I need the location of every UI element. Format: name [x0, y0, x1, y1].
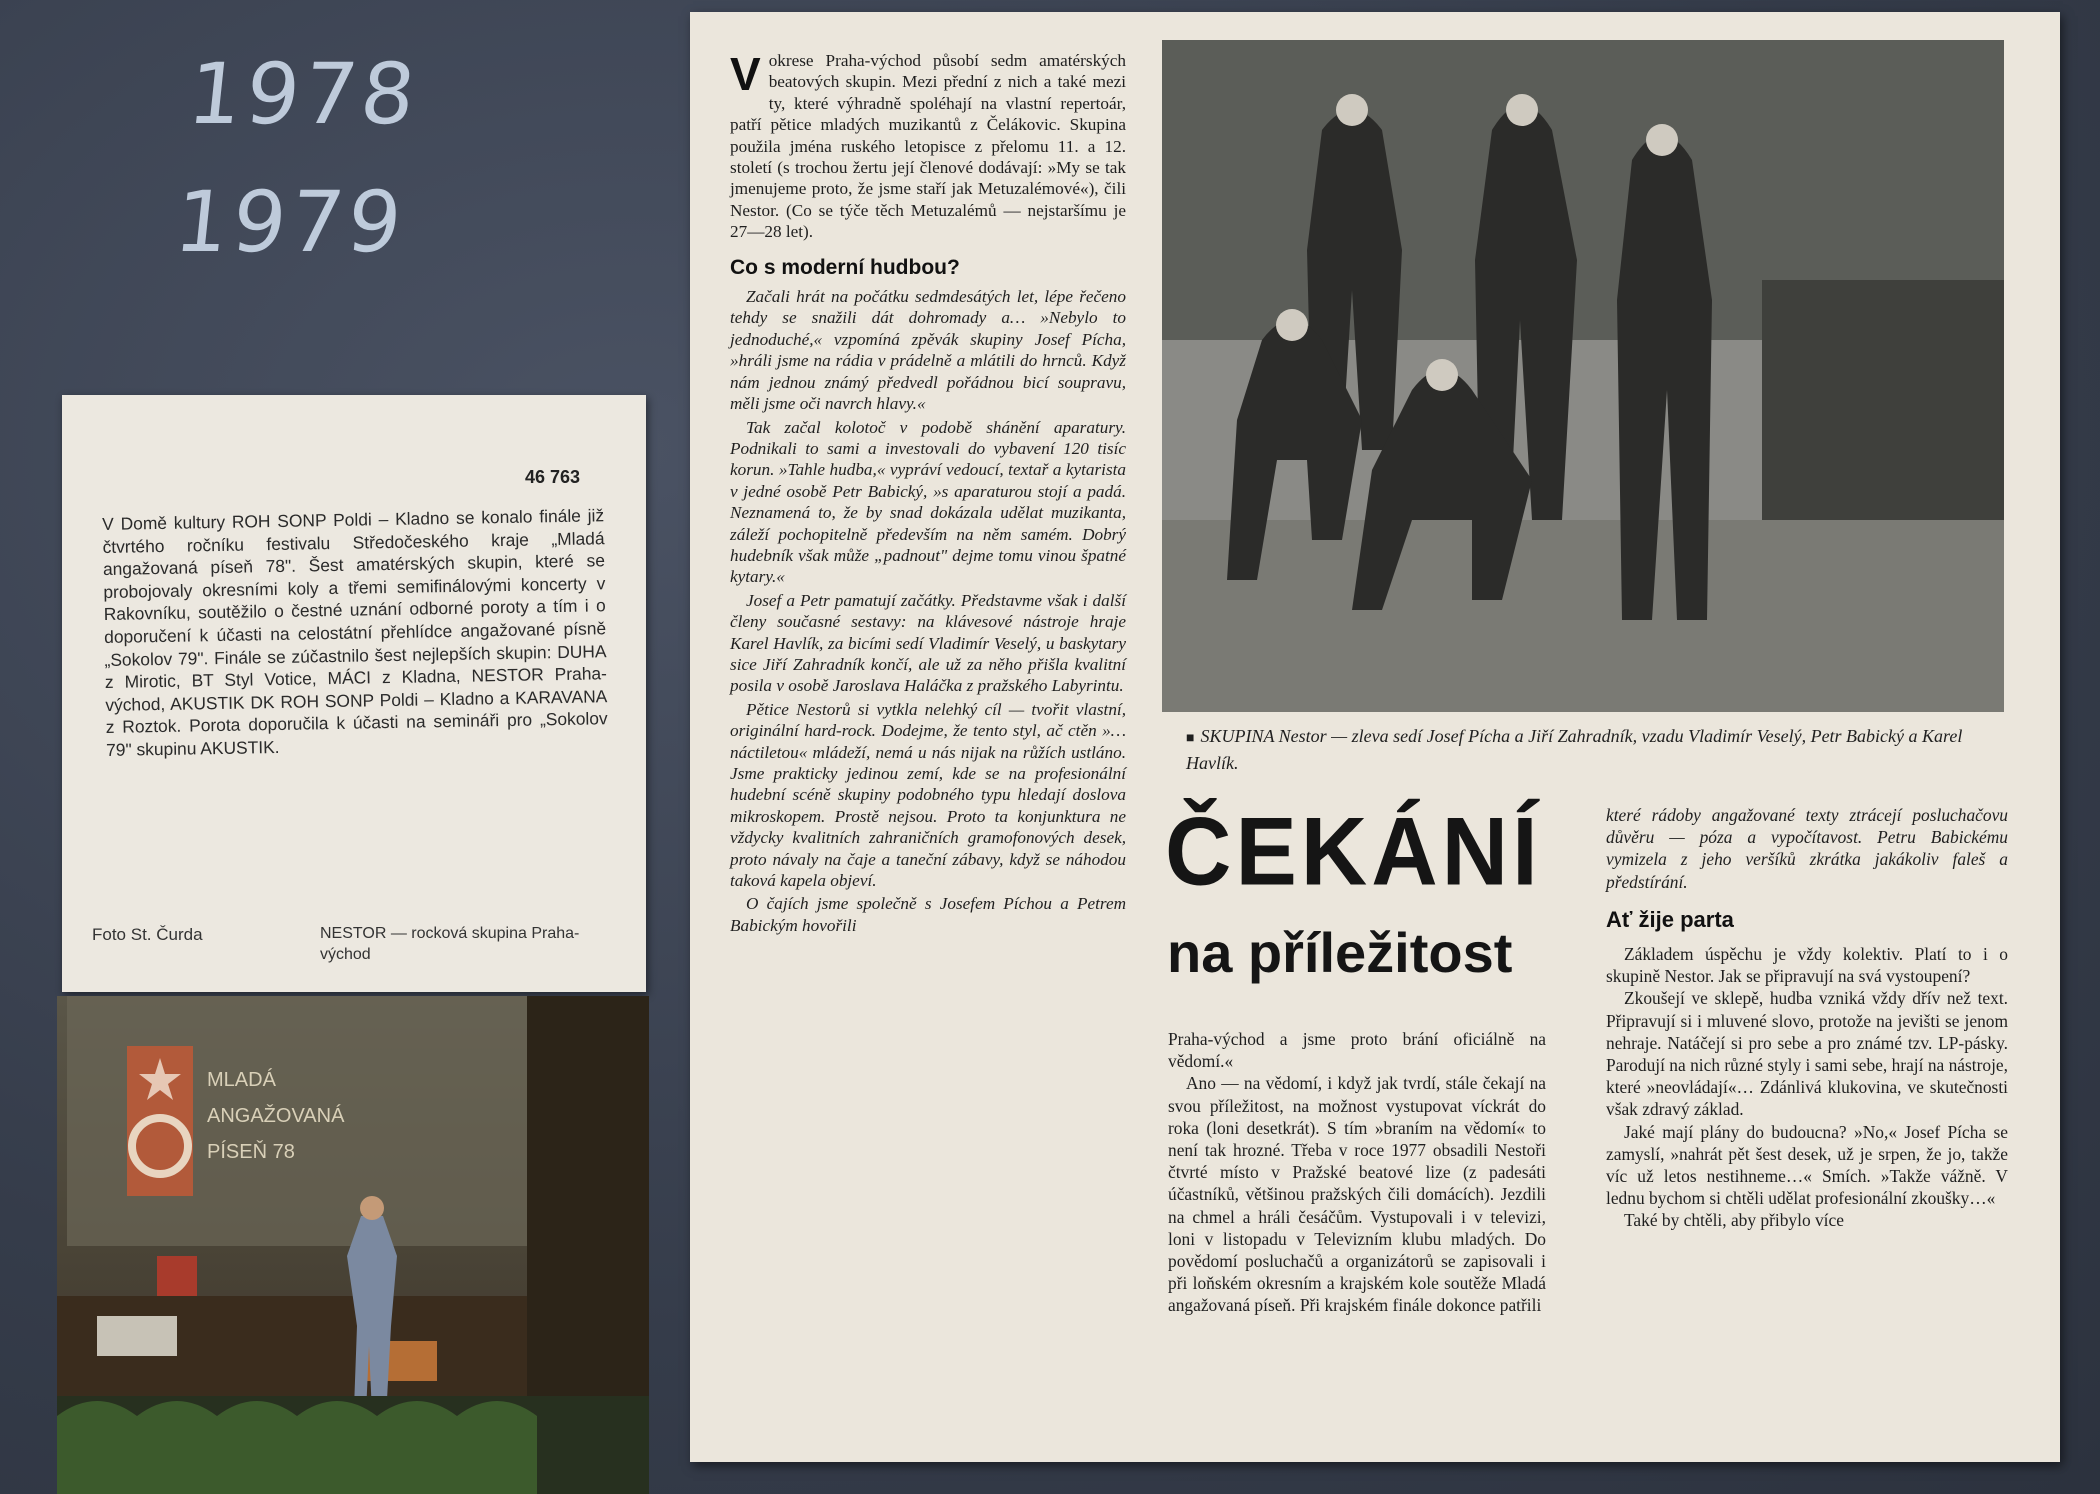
clipping-number: 46 763: [524, 467, 580, 487]
col1-paragraph: Tak začal kolotoč v podobě shánění aparatury. Podnikali to sami a investovali do vybavení 120 tisíc korun. »Tahle hudba,« vypráví vedoucí, textař a kytarista v jedné osobě Petr Babický, »s aparaturou stojí a padá. Neznamená to, že by snad dokázala udělat muzikanta, záleží pochopitelně především na něm samém. Dobrý hudebník však může „padnout" dejme tomu vinou špatné kytary.«: [730, 417, 1126, 587]
col3-paragraph: Zkoušejí ve sklepě, hudba vzniká vždy dřív než text. Připravují si i mluvené slovo, protože na jevišti se jenom nehraje. Natáčejí si pro sebe a pro známé tzv. LP-pásky. Parodují na nich různé styly i sami sebe, hrají na nástroje, které »neovládají«… Zdánlivá klukovina, ve skutečnosti však zdravý základ.: [1606, 988, 2008, 1120]
col3-paragraph: Jaké mají plány do budoucna? »No,« Josef Pícha se zamyslí, »nahrát pět šest desek, už je srpen, že jo, takže víc už letos nestihneme…« Smích. »Takže vážně. V lednu bychom si chtěli udělat profesionální zkoušky…«: [1606, 1121, 2008, 1209]
col1-paragraph: O čajích jsme společně s Josefem Píchou a Petrem Babickým hovořili: [730, 894, 1126, 935]
year-1979: 1979: [170, 173, 411, 271]
article-column-3: [1606, 804, 2008, 1232]
photo-credit: Foto St. Čurda: [92, 925, 203, 944]
article-clipping: [690, 12, 2060, 1462]
band-photo-illustration: [1162, 40, 2004, 712]
band-photo-caption-text: SKUPINA Nestor — zleva sedí Josef Pícha a Jiří Zahradník, vzadu Vladimír Veselý, Petr Babický a Karel Havlík.: [1186, 726, 1963, 773]
article-column-1: [730, 50, 1126, 938]
year-1978: 1978: [183, 45, 424, 143]
banner-line-1: MLADÁ: [207, 1069, 276, 1091]
concert-stage-photo: [57, 996, 649, 1494]
stage-photo-caption: NESTOR — rocková skupina Praha-východ: [320, 925, 580, 963]
article-column-2: [1168, 1028, 1546, 1317]
col1-paragraph: Josef a Petr pamatují začátky. Představme však i další členy současné sestavy: na klávesové nástroje hraje Karel Havlík, za bicími sedí Vladimír Veselý, u baskytary sice Jiří Zahradník končí, ale už za něho přišla kvalitní posila v osobě Jaroslava Haláčka z pražského Labyrintu.: [730, 590, 1126, 696]
handwritten-years: [169, 30, 426, 286]
band-photo: [1162, 40, 2004, 712]
col3-intro: které rádoby angažované texty ztrácejí posluchačovu důvěru — póza a vypočítavost. Petru Babickému vymizela z jeho veršíků zkrátka jakákoliv faleš a předstírání.: [1606, 805, 2008, 892]
banner-line-2: ANGAŽOVANÁ: [207, 1105, 345, 1127]
concert-stage-illustration: [57, 996, 649, 1494]
clipping-body: V Domě kultury ROH SONP Poldi – Kladno se konalo finále již čtvrtého ročníku festivalu Středočeského kraje „Mladá angažovaná píseň 78". Šest amatérských skupin, které se probojovaly okresními koly a třemi semifinálovými koncerty v Rakovníku, soutěžilo o čestné uznání odborné poroty a tím i o doporučení k účasti na celostátní přehlídce angažované písně „Sokolov 79". Finále se zúčastnilo šest nejlepších skupin: DUHA z Mirotic, BT Styl Votice, MÁCI z Kladna, NESTOR Praha-východ, AKUSTIK DK ROH SONP Poldi – Kladno a KARAVANA z Roztok. Porota doporučila k účasti na semináři pro „Sokolov 79" skupinu AKUSTIK.: [102, 505, 608, 760]
banner-line-3: PÍSEŇ 78: [207, 1141, 295, 1163]
subheading-modern-music: Co s moderní hudbou?: [730, 255, 960, 279]
col3-paragraph: Základem úspěchu je vždy kolektiv. Platí to i o skupině Nestor. Jak se připravují na svá vystoupení?: [1606, 944, 2008, 987]
drop-cap: V: [730, 48, 761, 100]
article-intro: okrese Praha-východ působí sedm amatérských beatových skupin. Mezi přední z nich a také mezi ty, které výhradně spoléhají na vlastní repertoár, patří pětice mladých muzikantů z Čelákovic. Skupina použila jména ruského letopisce z přelomu 11. a 12. století (s trochou žertu její členové dodávají: »My se tak jmenujeme proto, že jsme staří jak Metuzalémové«), čili Nestor. (Co se týče těch Metuzalémů — nejstaršímu je 27—28 let).: [730, 51, 1126, 242]
col1-paragraph: Pětice Nestorů si vytkla nelehký cíl — tvořit vlastní, originální hard-rock. Dodejme, že tento styl, ač ctěn »…náctiletou« mládeží, nemá u nás nijak na růžích ustláno. Jsme prakticky jedinou zemí, kde se na profesionální hudební scéně skupiny podobného typu hledají doslova mikroskopem. Prostě nejsou. Proto ta konjunktura ne vždycky kvalitních zahraničních gramofonových desek, proto návaly na čaje a taneční zábavy, když se náhodou taková kapela objeví.: [730, 699, 1126, 891]
col2-paragraph: Praha-východ a jsme proto brání oficiálně na vědomí.«: [1168, 1029, 1546, 1072]
headline-main: ČEKÁNÍ: [1165, 798, 1542, 906]
short-news-clipping: [62, 395, 646, 992]
subheading-party: Ať žije parta: [1606, 906, 1734, 932]
headline-sub: na příležitost: [1167, 921, 1513, 984]
band-photo-caption: ■ SKUPINA Nestor — zleva sedí Josef Pícha a Jiří Zahradník, vzadu Vladimír Veselý, Petr Babický a Karel Havlík.: [1186, 726, 1963, 773]
col1-paragraph: Začali hrát na počátku sedmdesátých let, lépe řečeno tehdy se snažili dát dohromady a… »Nebylo to jednoduché,« vzpomíná zpěvák skupiny Josef Pícha, »hráli jsme na rádia v prádelně a mlátili do hrnců. Když nám jednou známý předvedl pořádnou bicí soupravu, měli jsme oči navrch hlavy.«: [730, 287, 1126, 414]
col3-paragraph: Také by chtěli, aby přibylo více: [1624, 1210, 1844, 1231]
col2-paragraph: Ano — na vědomí, i když jak tvrdí, stále čekají na svou příležitost, na možnost vystupovat víckrát do roka (loni desetkrát). S tím »braním na vědomí« to není tak hrozné. Třeba v roce 1977 obsadili Nestoři čtvrté místo v Pražské beatové lize (z padesáti účastníků, většinou pražských čili domácích). Jezdili na chmel a hráli česáčům. Vystupovali i v televizi, loni v listopadu v Televizním klubu mladých. Do povědomí posluchačů a organizátorů se zapisovali i při loňském okresním a krajském kole soutěže Mladá angažovaná píseň. Při krajském finále dokonce patřili: [1168, 1073, 1546, 1316]
